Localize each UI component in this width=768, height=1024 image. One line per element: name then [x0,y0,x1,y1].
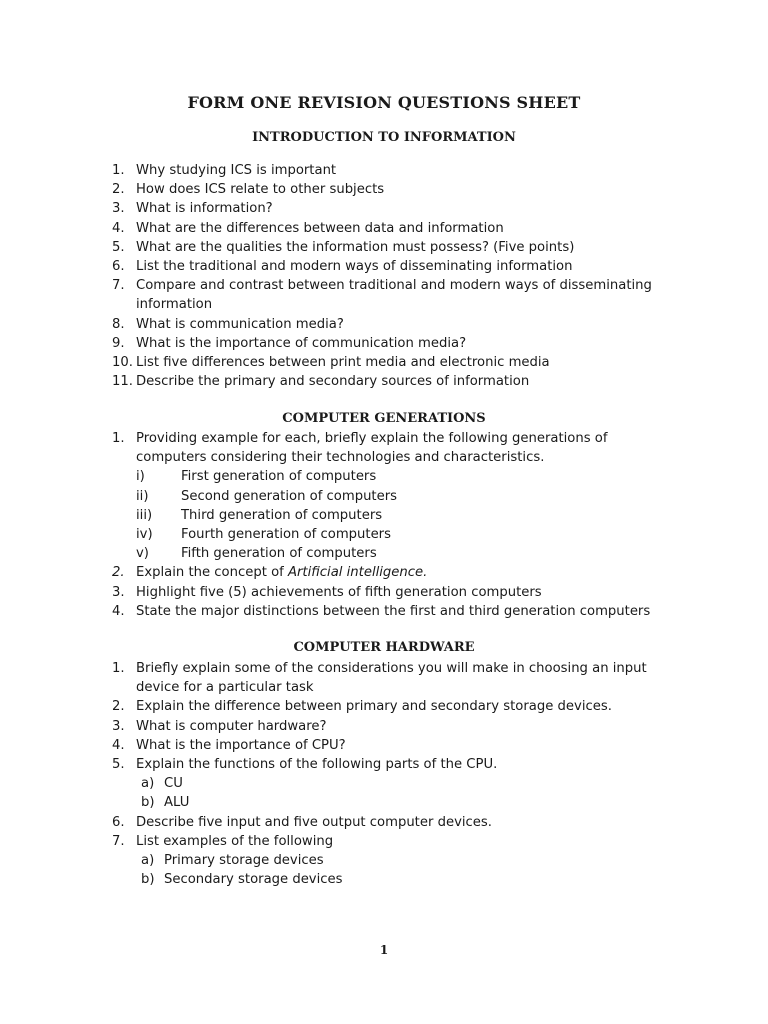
question-number: 1. [112,163,125,178]
question-item [0,180,768,199]
question-text-continued: computers considering their technologies and characteristics. [136,450,545,466]
question-item [0,257,768,276]
question-item [0,372,768,391]
question-item [0,199,768,218]
question-text-continued: information [136,297,213,313]
sub-item-text: Fifth generation of computers [181,546,377,562]
question-number: 3. [112,201,125,217]
question-text: List the traditional and modern ways of disseminating information [136,258,573,274]
question-text: Explain the functions of the following parts of the CPU. [136,756,498,772]
question-continuation [0,295,768,314]
question-number: 1. [112,661,125,676]
page-title: FORM ONE REVISION QUESTIONS SHEET [187,93,581,112]
question-text: List five differences between print media and electronic media [136,354,550,370]
question-continuation [0,678,768,697]
question-item [0,813,768,832]
question-item [0,697,768,716]
section-heading-introduction: INTRODUCTION TO INFORMATION [252,130,516,145]
sub-item-text: CU [164,776,183,792]
question-text: Highlight five (5) achievements of fifth generation computers [136,584,542,600]
question-list-computer-hardware [0,659,768,889]
sub-item-text: Primary storage devices [164,852,324,868]
sub-item [0,506,768,525]
sub-item-text: Third generation of computers [181,507,383,523]
question-text: What is information? [136,201,273,217]
question-text: Describe the primary and secondary sources of information [136,374,530,390]
question-number: 4. [112,220,125,236]
question-number: 11. [112,374,133,390]
sub-item [0,870,768,889]
question-number: 9. [112,335,125,351]
sub-item [0,774,768,793]
sub-item-text: Second generation of computers [181,488,398,504]
question-number: 2. [112,182,125,198]
sub-item-text: First generation of computers [181,469,377,485]
question-number: 5. [112,756,125,772]
question-number: 4. [112,737,125,753]
question-number: 3. [112,718,125,734]
sub-item-number: iv) [136,526,153,542]
sub-item [0,851,768,870]
question-item [0,602,768,621]
question-number: 1. [112,431,125,446]
question-item [0,832,768,851]
question-list-computer-generations [0,429,768,621]
question-item [0,659,768,678]
sub-item-number: v) [136,546,149,562]
question-item [0,755,768,774]
question-number: 10. [112,354,133,370]
question-item [0,219,768,238]
question-number: 2. [112,699,125,715]
question-item [0,429,768,448]
sub-item-letter: a) [141,776,155,792]
question-text: List examples of the following [136,833,334,849]
question-list-introduction [0,161,768,391]
question-number: 6. [112,814,125,830]
question-text-italic: Artificial intelligence. [287,565,428,581]
question-number: 5. [112,239,125,255]
question-item [0,717,768,736]
question-text: Briefly explain some of the considerations you will make in choosing an input [136,661,647,676]
question-item [0,736,768,755]
question-number: 2. [112,565,125,581]
question-text: What is the importance of CPU? [136,737,346,753]
sub-item-letter: b) [141,872,155,888]
question-item [0,583,768,602]
question-text: What is communication media? [136,316,344,332]
sub-item-number: i) [136,469,145,485]
sub-item-text: Fourth generation of computers [181,526,391,542]
question-number: 7. [112,833,125,849]
question-number: 3. [112,584,125,600]
sub-item-letter: a) [141,852,155,868]
question-text: Providing example for each, briefly explain the following generations of [136,431,608,446]
question-number: 7. [112,278,125,294]
sub-item-text: ALU [164,795,190,811]
section-heading-computer-hardware: COMPUTER HARDWARE [293,640,475,655]
question-text: How does ICS relate to other subjects [136,182,385,198]
question-item [0,276,768,295]
sub-item [0,793,768,812]
page-number: 1 [379,943,389,957]
question-item [0,563,768,582]
question-continuation [0,448,768,467]
sub-item [0,525,768,544]
question-item [0,353,768,372]
question-text: What are the differences between data and information [136,220,504,236]
question-number: 6. [112,258,125,274]
sub-item-number: ii) [136,488,149,504]
section-heading-computer-generations: COMPUTER GENERATIONS [282,411,486,426]
question-text: What are the qualities the information must possess? (Five points) [136,239,575,255]
question-number: 4. [112,603,125,619]
question-text [136,563,427,582]
sub-item [0,467,768,486]
question-text-plain: Explain the concept of [136,565,288,581]
question-text: What is the importance of communication media? [136,335,467,351]
question-text: What is computer hardware? [136,718,327,734]
question-text-continued: device for a particular task [136,680,314,696]
question-text: Explain the difference between primary and secondary storage devices. [136,699,612,715]
question-text: Compare and contrast between traditional and modern ways of disseminating [136,278,652,294]
question-text: State the major distinctions between the first and third generation computers [136,603,651,619]
question-item [0,238,768,257]
question-item [0,315,768,334]
sub-item-letter: b) [141,795,155,811]
question-item [0,161,768,180]
sub-item-number: iii) [136,507,153,523]
question-text: Why studying ICS is important [136,163,337,178]
sub-item [0,544,768,563]
sub-item [0,487,768,506]
question-text: Describe five input and five output computer devices. [136,814,492,830]
question-item [0,334,768,353]
sub-item-text: Secondary storage devices [164,872,343,888]
question-number: 8. [112,316,125,332]
